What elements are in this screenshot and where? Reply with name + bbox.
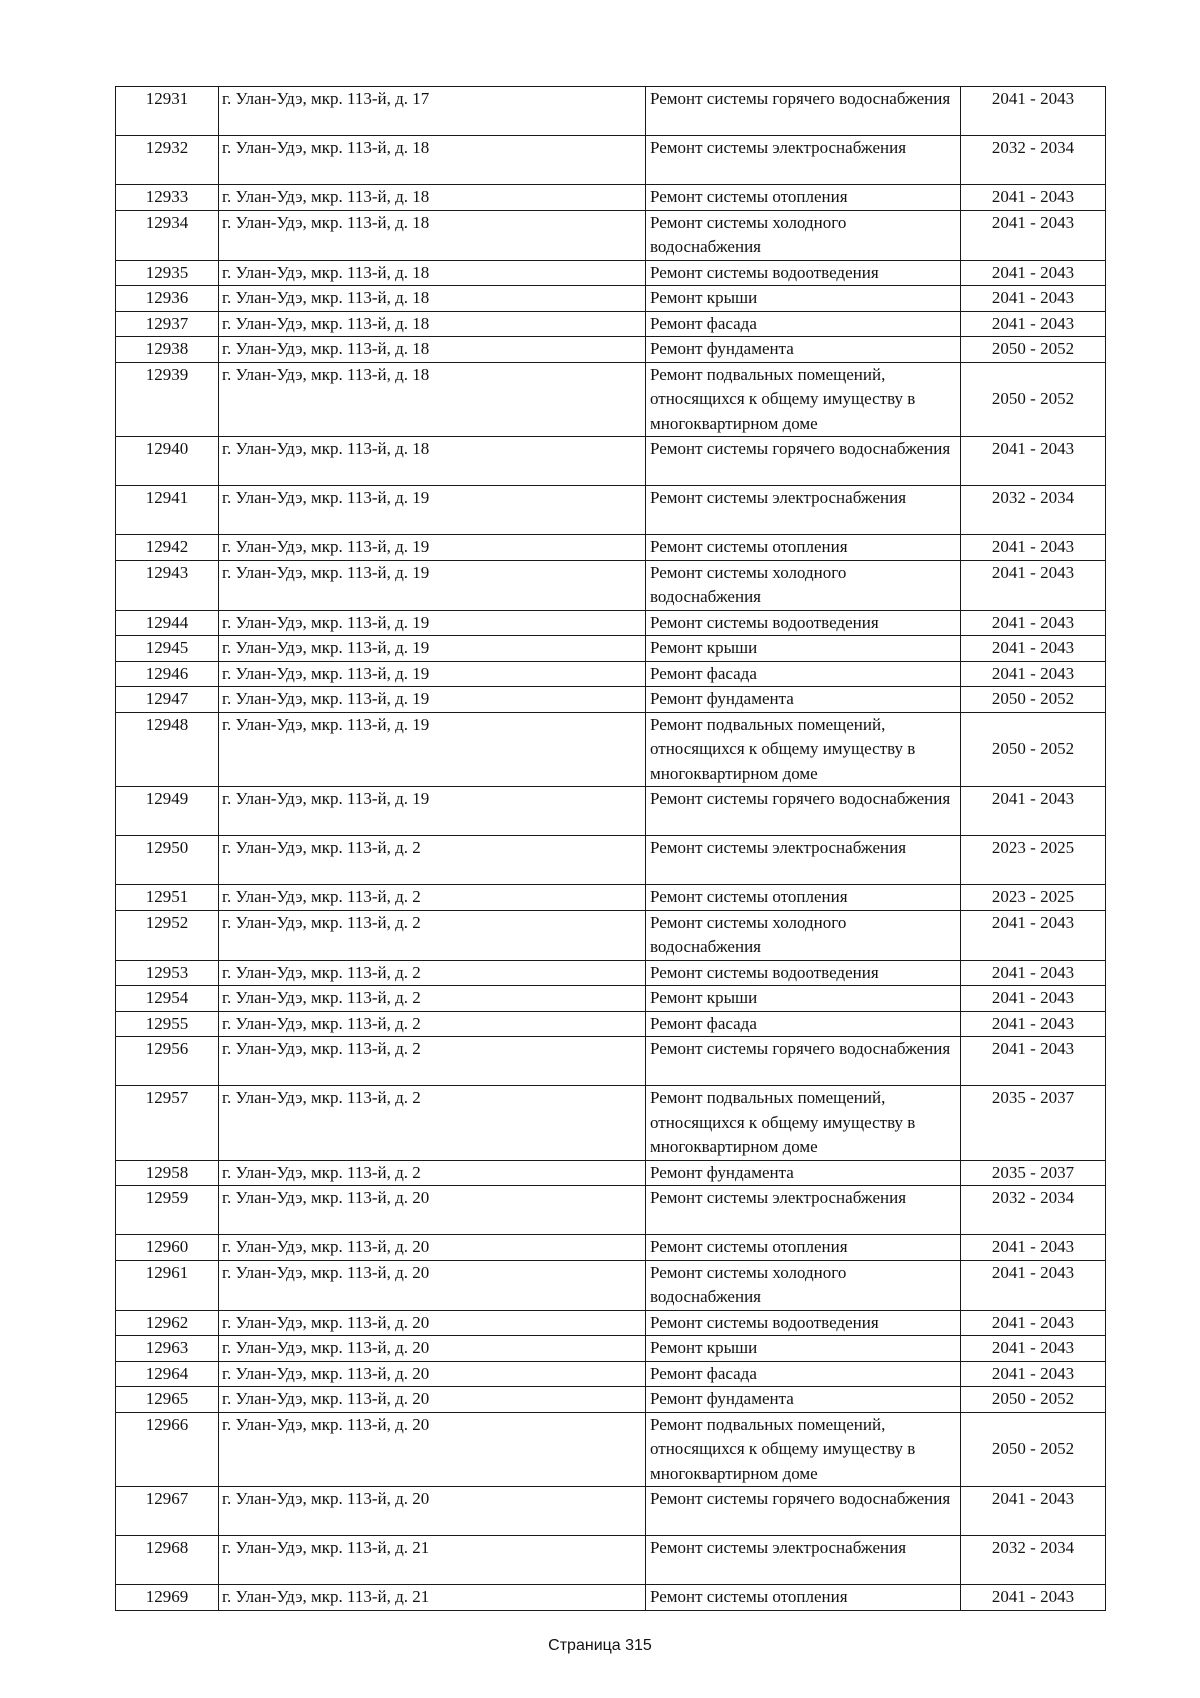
row-number: 12959 — [116, 1186, 219, 1235]
table-row — [116, 286, 1106, 312]
address-cell: г. Улан-Удэ, мкр. 113-й, д. 18 — [219, 311, 646, 337]
table-row — [116, 1361, 1106, 1387]
table-row — [116, 1585, 1106, 1611]
address-cell: г. Улан-Удэ, мкр. 113-й, д. 2 — [219, 1160, 646, 1186]
period-cell: 2041 - 2043 — [961, 636, 1106, 662]
address-cell: г. Улан-Удэ, мкр. 113-й, д. 18 — [219, 260, 646, 286]
address-cell: г. Улан-Удэ, мкр. 113-й, д. 19 — [219, 636, 646, 662]
address-cell: г. Улан-Удэ, мкр. 113-й, д. 19 — [219, 661, 646, 687]
period-cell: 2032 - 2034 — [961, 136, 1106, 185]
work-type-cell: Ремонт системы отопления — [646, 185, 961, 211]
table-row — [116, 185, 1106, 211]
period-cell: 2041 - 2043 — [961, 661, 1106, 687]
period-cell: 2041 - 2043 — [961, 1260, 1106, 1310]
row-number: 12950 — [116, 836, 219, 885]
work-type-cell: Ремонт системы электроснабжения — [646, 136, 961, 185]
address-cell: г. Улан-Удэ, мкр. 113-й, д. 2 — [219, 1011, 646, 1037]
period-cell: 2041 - 2043 — [961, 610, 1106, 636]
row-number: 12943 — [116, 560, 219, 610]
address-cell: г. Улан-Удэ, мкр. 113-й, д. 18 — [219, 286, 646, 312]
repair-schedule-table — [115, 86, 1106, 1611]
row-number: 12941 — [116, 486, 219, 535]
address-cell: г. Улан-Удэ, мкр. 113-й, д. 20 — [219, 1260, 646, 1310]
period-cell: 2041 - 2043 — [961, 437, 1106, 486]
address-cell: г. Улан-Удэ, мкр. 113-й, д. 2 — [219, 885, 646, 911]
work-type-cell: Ремонт системы отопления — [646, 1235, 961, 1261]
table-row — [116, 1186, 1106, 1235]
address-cell: г. Улан-Удэ, мкр. 113-й, д. 2 — [219, 986, 646, 1012]
period-cell: 2041 - 2043 — [961, 986, 1106, 1012]
work-type-cell: Ремонт системы водоотведения — [646, 610, 961, 636]
address-cell: г. Улан-Удэ, мкр. 113-й, д. 20 — [219, 1387, 646, 1413]
table-row — [116, 885, 1106, 911]
row-number: 12966 — [116, 1412, 219, 1487]
row-number: 12937 — [116, 311, 219, 337]
address-cell: г. Улан-Удэ, мкр. 113-й, д. 18 — [219, 362, 646, 437]
row-number: 12956 — [116, 1037, 219, 1086]
period-cell: 2032 - 2034 — [961, 1536, 1106, 1585]
period-cell: 2041 - 2043 — [961, 311, 1106, 337]
work-type-cell: Ремонт системы горячего водоснабжения — [646, 1037, 961, 1086]
table-row — [116, 687, 1106, 713]
period-cell: 2041 - 2043 — [961, 1235, 1106, 1261]
period-cell: 2041 - 2043 — [961, 560, 1106, 610]
address-cell: г. Улан-Удэ, мкр. 113-й, д. 18 — [219, 185, 646, 211]
address-cell: г. Улан-Удэ, мкр. 113-й, д. 20 — [219, 1361, 646, 1387]
address-cell: г. Улан-Удэ, мкр. 113-й, д. 18 — [219, 210, 646, 260]
row-number: 12947 — [116, 687, 219, 713]
row-number: 12953 — [116, 960, 219, 986]
work-type-cell: Ремонт крыши — [646, 286, 961, 312]
row-number: 12949 — [116, 787, 219, 836]
address-cell: г. Улан-Удэ, мкр. 113-й, д. 19 — [219, 712, 646, 787]
work-type-cell: Ремонт системы горячего водоснабжения — [646, 1487, 961, 1536]
address-cell: г. Улан-Удэ, мкр. 113-й, д. 20 — [219, 1336, 646, 1362]
address-cell: г. Улан-Удэ, мкр. 113-й, д. 19 — [219, 787, 646, 836]
period-cell: 2041 - 2043 — [961, 1011, 1106, 1037]
address-cell: г. Улан-Удэ, мкр. 113-й, д. 20 — [219, 1487, 646, 1536]
work-type-cell: Ремонт системы горячего водоснабжения — [646, 437, 961, 486]
period-cell: 2050 - 2052 — [961, 362, 1106, 437]
table-row — [116, 1387, 1106, 1413]
period-cell: 2041 - 2043 — [961, 87, 1106, 136]
row-number: 12932 — [116, 136, 219, 185]
work-type-cell: Ремонт крыши — [646, 986, 961, 1012]
row-number: 12935 — [116, 260, 219, 286]
row-number: 12963 — [116, 1336, 219, 1362]
row-number: 12962 — [116, 1310, 219, 1336]
row-number: 12957 — [116, 1086, 219, 1161]
table-row — [116, 661, 1106, 687]
work-type-cell: Ремонт фундамента — [646, 337, 961, 363]
table-body — [116, 87, 1106, 1611]
table-row — [116, 610, 1106, 636]
table-row — [116, 1487, 1106, 1536]
work-type-cell: Ремонт системы горячего водоснабжения — [646, 87, 961, 136]
work-type-cell: Ремонт фундамента — [646, 1160, 961, 1186]
table-row — [116, 1336, 1106, 1362]
work-type-cell: Ремонт фундамента — [646, 1387, 961, 1413]
table-row — [116, 136, 1106, 185]
work-type-cell: Ремонт системы холодного водоснабжения — [646, 560, 961, 610]
work-type-cell: Ремонт системы водоотведения — [646, 260, 961, 286]
row-number: 12946 — [116, 661, 219, 687]
table-row — [116, 535, 1106, 561]
period-cell: 2041 - 2043 — [961, 1585, 1106, 1611]
address-cell: г. Улан-Удэ, мкр. 113-й, д. 19 — [219, 535, 646, 561]
table-row — [116, 712, 1106, 787]
table-row — [116, 486, 1106, 535]
address-cell: г. Улан-Удэ, мкр. 113-й, д. 18 — [219, 136, 646, 185]
address-cell: г. Улан-Удэ, мкр. 113-й, д. 20 — [219, 1186, 646, 1235]
period-cell: 2041 - 2043 — [961, 1336, 1106, 1362]
row-number: 12965 — [116, 1387, 219, 1413]
work-type-cell: Ремонт подвальных помещений, относящихся к общему имуществу в многоквартирном доме — [646, 362, 961, 437]
table-row — [116, 1536, 1106, 1585]
table-row — [116, 787, 1106, 836]
work-type-cell: Ремонт подвальных помещений, относящихся к общему имуществу в многоквартирном доме — [646, 1086, 961, 1161]
address-cell: г. Улан-Удэ, мкр. 113-й, д. 20 — [219, 1235, 646, 1261]
work-type-cell: Ремонт фасада — [646, 1011, 961, 1037]
table-row — [116, 1412, 1106, 1487]
period-cell: 2041 - 2043 — [961, 260, 1106, 286]
work-type-cell: Ремонт системы электроснабжения — [646, 486, 961, 535]
period-cell: 2050 - 2052 — [961, 687, 1106, 713]
address-cell: г. Улан-Удэ, мкр. 113-й, д. 19 — [219, 560, 646, 610]
address-cell: г. Улан-Удэ, мкр. 113-й, д. 19 — [219, 610, 646, 636]
period-cell: 2035 - 2037 — [961, 1086, 1106, 1161]
address-cell: г. Улан-Удэ, мкр. 113-й, д. 18 — [219, 437, 646, 486]
address-cell: г. Улан-Удэ, мкр. 113-й, д. 21 — [219, 1585, 646, 1611]
work-type-cell: Ремонт системы отопления — [646, 885, 961, 911]
address-cell: г. Улан-Удэ, мкр. 113-й, д. 2 — [219, 910, 646, 960]
row-number: 12948 — [116, 712, 219, 787]
work-type-cell: Ремонт подвальных помещений, относящихся к общему имуществу в многоквартирном доме — [646, 712, 961, 787]
work-type-cell: Ремонт крыши — [646, 1336, 961, 1362]
work-type-cell: Ремонт фундамента — [646, 687, 961, 713]
period-cell: 2041 - 2043 — [961, 1487, 1106, 1536]
address-cell: г. Улан-Удэ, мкр. 113-й, д. 19 — [219, 687, 646, 713]
table-row — [116, 986, 1106, 1012]
row-number: 12952 — [116, 910, 219, 960]
table-row — [116, 1160, 1106, 1186]
table-row — [116, 836, 1106, 885]
table-row — [116, 362, 1106, 437]
address-cell: г. Улан-Удэ, мкр. 113-й, д. 18 — [219, 337, 646, 363]
period-cell: 2032 - 2034 — [961, 1186, 1106, 1235]
row-number: 12955 — [116, 1011, 219, 1037]
work-type-cell: Ремонт системы холодного водоснабжения — [646, 210, 961, 260]
row-number: 12936 — [116, 286, 219, 312]
work-type-cell: Ремонт крыши — [646, 636, 961, 662]
period-cell: 2050 - 2052 — [961, 712, 1106, 787]
table-row — [116, 1011, 1106, 1037]
row-number: 12934 — [116, 210, 219, 260]
row-number: 12938 — [116, 337, 219, 363]
table-row — [116, 1235, 1106, 1261]
period-cell: 2041 - 2043 — [961, 787, 1106, 836]
row-number: 12940 — [116, 437, 219, 486]
work-type-cell: Ремонт системы горячего водоснабжения — [646, 787, 961, 836]
period-cell: 2041 - 2043 — [961, 535, 1106, 561]
row-number: 12961 — [116, 1260, 219, 1310]
table-row — [116, 87, 1106, 136]
table-row — [116, 636, 1106, 662]
address-cell: г. Улан-Удэ, мкр. 113-й, д. 2 — [219, 1037, 646, 1086]
period-cell: 2050 - 2052 — [961, 337, 1106, 363]
period-cell: 2035 - 2037 — [961, 1160, 1106, 1186]
work-type-cell: Ремонт системы холодного водоснабжения — [646, 1260, 961, 1310]
period-cell: 2041 - 2043 — [961, 286, 1106, 312]
table-row — [116, 560, 1106, 610]
work-type-cell: Ремонт фасада — [646, 1361, 961, 1387]
row-number: 12969 — [116, 1585, 219, 1611]
work-type-cell: Ремонт системы холодного водоснабжения — [646, 910, 961, 960]
address-cell: г. Улан-Удэ, мкр. 113-й, д. 2 — [219, 836, 646, 885]
work-type-cell: Ремонт системы отопления — [646, 535, 961, 561]
period-cell: 2050 - 2052 — [961, 1412, 1106, 1487]
address-cell: г. Улан-Удэ, мкр. 113-й, д. 21 — [219, 1536, 646, 1585]
table-row — [116, 260, 1106, 286]
work-type-cell: Ремонт системы отопления — [646, 1585, 961, 1611]
work-type-cell: Ремонт системы электроснабжения — [646, 1536, 961, 1585]
table-row — [116, 1310, 1106, 1336]
work-type-cell: Ремонт фасада — [646, 311, 961, 337]
period-cell: 2041 - 2043 — [961, 910, 1106, 960]
period-cell: 2023 - 2025 — [961, 885, 1106, 911]
work-type-cell: Ремонт системы электроснабжения — [646, 1186, 961, 1235]
table-row — [116, 210, 1106, 260]
table-row — [116, 337, 1106, 363]
table-row — [116, 910, 1106, 960]
period-cell: 2041 - 2043 — [961, 1310, 1106, 1336]
table-row — [116, 960, 1106, 986]
address-cell: г. Улан-Удэ, мкр. 113-й, д. 2 — [219, 1086, 646, 1161]
row-number: 12931 — [116, 87, 219, 136]
period-cell: 2041 - 2043 — [961, 210, 1106, 260]
work-type-cell: Ремонт системы электроснабжения — [646, 836, 961, 885]
work-type-cell: Ремонт системы водоотведения — [646, 960, 961, 986]
row-number: 12958 — [116, 1160, 219, 1186]
period-cell: 2032 - 2034 — [961, 486, 1106, 535]
period-cell: 2041 - 2043 — [961, 1037, 1106, 1086]
row-number: 12960 — [116, 1235, 219, 1261]
period-cell: 2041 - 2043 — [961, 185, 1106, 211]
period-cell: 2050 - 2052 — [961, 1387, 1106, 1413]
row-number: 12964 — [116, 1361, 219, 1387]
table-row — [116, 1260, 1106, 1310]
address-cell: г. Улан-Удэ, мкр. 113-й, д. 2 — [219, 960, 646, 986]
table-row — [116, 1037, 1106, 1086]
row-number: 12968 — [116, 1536, 219, 1585]
work-type-cell: Ремонт подвальных помещений, относящихся к общему имуществу в многоквартирном доме — [646, 1412, 961, 1487]
work-type-cell: Ремонт фасада — [646, 661, 961, 687]
row-number: 12951 — [116, 885, 219, 911]
period-cell: 2023 - 2025 — [961, 836, 1106, 885]
address-cell: г. Улан-Удэ, мкр. 113-й, д. 20 — [219, 1310, 646, 1336]
table-row — [116, 311, 1106, 337]
row-number: 12967 — [116, 1487, 219, 1536]
address-cell: г. Улан-Удэ, мкр. 113-й, д. 20 — [219, 1412, 646, 1487]
row-number: 12942 — [116, 535, 219, 561]
row-number: 12933 — [116, 185, 219, 211]
period-cell: 2041 - 2043 — [961, 1361, 1106, 1387]
row-number: 12944 — [116, 610, 219, 636]
page-number: Страница 315 — [548, 1637, 652, 1654]
period-cell: 2041 - 2043 — [961, 960, 1106, 986]
address-cell: г. Улан-Удэ, мкр. 113-й, д. 19 — [219, 486, 646, 535]
row-number: 12939 — [116, 362, 219, 437]
work-type-cell: Ремонт системы водоотведения — [646, 1310, 961, 1336]
row-number: 12954 — [116, 986, 219, 1012]
table-row — [116, 1086, 1106, 1161]
row-number: 12945 — [116, 636, 219, 662]
address-cell: г. Улан-Удэ, мкр. 113-й, д. 17 — [219, 87, 646, 136]
table-row — [116, 437, 1106, 486]
